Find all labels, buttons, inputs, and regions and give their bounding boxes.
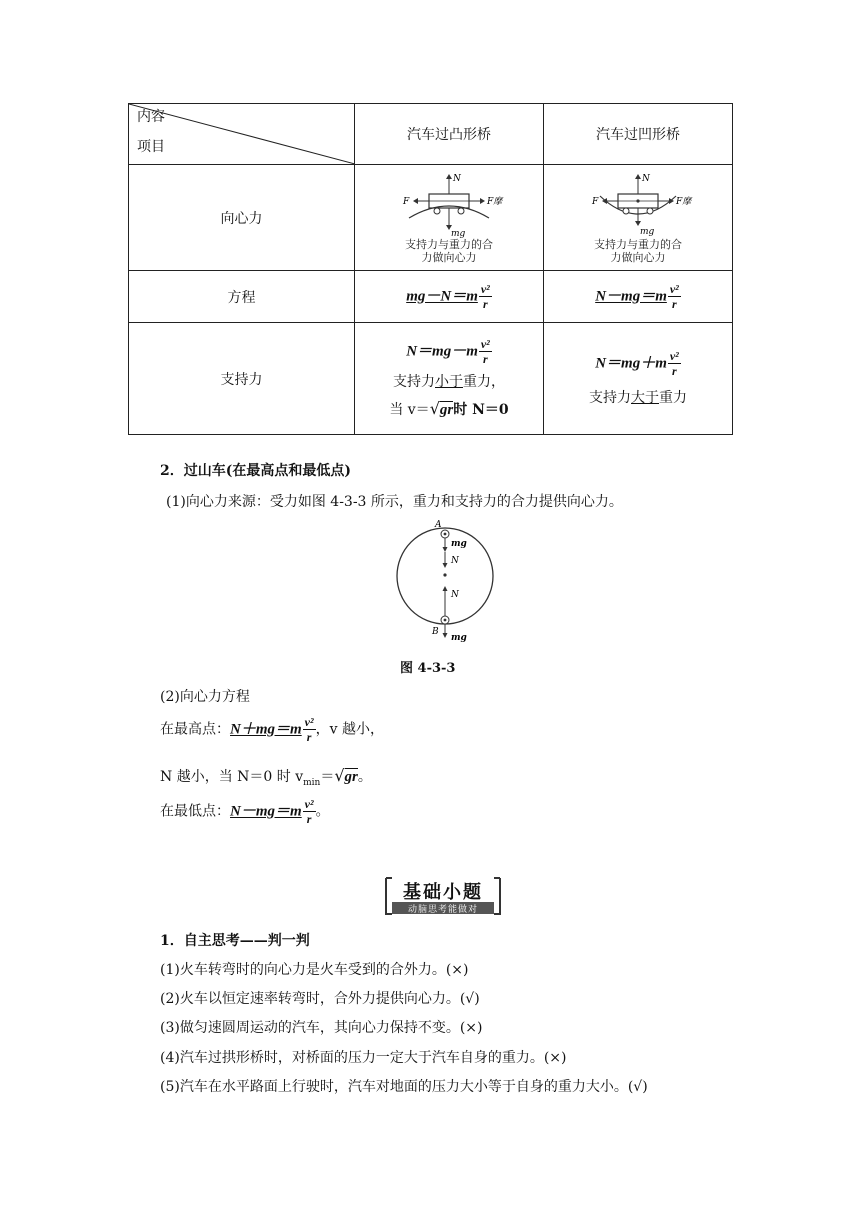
svg-text:N: N (642, 173, 650, 184)
bridge-comparison-table (128, 103, 733, 435)
svg-text:N: N (451, 590, 459, 600)
svg-text:F摩: F摩 (676, 196, 692, 207)
section-title-roller-coaster: 2．过山车(在最高点和最低点) (160, 463, 351, 479)
fraction: $\frac{\text{v²}}{r}$ (669, 349, 679, 378)
convex-caption-2: 力做向心力 (421, 250, 477, 264)
figure-caption: 图 4-3-3 (400, 661, 456, 676)
col-header-convex: 汽车过凸形桥 (355, 104, 544, 165)
roller-coaster-diagram (390, 518, 500, 648)
concave-support-cell (544, 323, 733, 435)
concave-caption-2: 力做向心力 (610, 250, 666, 264)
badge-title: 基础小题 (403, 882, 483, 903)
row-label-equation: 方程 (129, 271, 355, 323)
convex-support-cell (355, 323, 544, 435)
svg-text:N: N (451, 556, 459, 566)
svg-text:F: F (403, 196, 410, 207)
header-item-label: 项目 (137, 139, 165, 155)
convex-support-text: 支持力小于重力， (393, 374, 505, 390)
minimum-speed-line: N 越小，当 N＝0 时 $v_{min}=√gr$。 (160, 766, 372, 788)
svg-text:mg: mg (451, 228, 466, 238)
concave-diagram-cell (544, 165, 733, 271)
bottom-point-line: 在最低点：N－mg＝m $\frac{\text{v²}}{r}$ 。 (160, 797, 330, 826)
basic-exercises-badge (384, 876, 502, 916)
concave-support-equation: N＝mg＋m (595, 355, 667, 372)
concave-caption-1: 支持力与重力的合 (594, 237, 682, 251)
quiz-title: 1．自主思考——判一判 (160, 933, 310, 949)
badge-subtitle: 动脑思考能做对 (407, 905, 478, 915)
fraction: $\frac{\text{v²}}{r}$ (669, 282, 679, 311)
svg-text:F: F (592, 196, 599, 207)
quiz-item-1: (1)火车转弯时的向心力是火车受到的合外力。(×) (160, 962, 469, 978)
concave-support-text: 支持力大于重力 (589, 390, 687, 406)
concave-equation: N－mg＝m (595, 288, 667, 305)
convex-support-condition: 当 v＝√gr时 N＝0 (389, 399, 509, 418)
col-header-concave: 汽车过凹形桥 (544, 104, 733, 165)
equation-heading: (2)向心力方程 (160, 689, 250, 705)
convex-support-equation: N＝mg－m (406, 343, 478, 360)
concave-bridge-diagram (578, 172, 698, 238)
convex-caption-1: 支持力与重力的合 (405, 237, 493, 251)
row-label-support: 支持力 (129, 323, 355, 435)
point-B-label: B (432, 627, 439, 637)
point-A-label: A (435, 520, 442, 530)
row-label-centripetal: 向心力 (129, 165, 355, 271)
svg-text:F摩: F摩 (487, 196, 503, 207)
convex-bridge-diagram (389, 172, 509, 238)
svg-text:mg: mg (451, 539, 467, 549)
convex-equation: mg－N＝m (406, 288, 478, 305)
header-corner-cell (129, 104, 355, 165)
convex-diagram-cell (355, 165, 544, 271)
quiz-item-5: (5)汽车在水平路面上行驶时，汽车对地面的压力大小等于自身的重力大小。(√) (160, 1079, 648, 1095)
svg-text:mg: mg (640, 226, 655, 237)
quiz-item-4: (4)汽车过拱形桥时，对桥面的压力一定大于汽车自身的重力。(×) (160, 1050, 567, 1066)
concave-equation-cell (544, 271, 733, 323)
quiz-item-3: (3)做匀速圆周运动的汽车，其向心力保持不变。(×) (160, 1020, 483, 1036)
quiz-item-2: (2)火车以恒定速率转弯时，合外力提供向心力。(√) (160, 991, 480, 1007)
top-point-line: 在最高点：N＋mg＝m $\frac{\text{v²}}{r}$ ，v 越小， (160, 715, 384, 744)
fraction: $\frac{\text{v²}}{r}$ (480, 282, 490, 311)
svg-text:mg: mg (451, 633, 467, 643)
source-paragraph: (1)向心力来源：受力如图 4-3-3 所示，重力和支持力的合力提供向心力。 (166, 494, 623, 510)
header-content-label: 内容 (137, 109, 165, 125)
label-N: N (453, 173, 461, 184)
fraction: $\frac{\text{v²}}{r}$ (480, 337, 490, 366)
convex-equation-cell (355, 271, 544, 323)
